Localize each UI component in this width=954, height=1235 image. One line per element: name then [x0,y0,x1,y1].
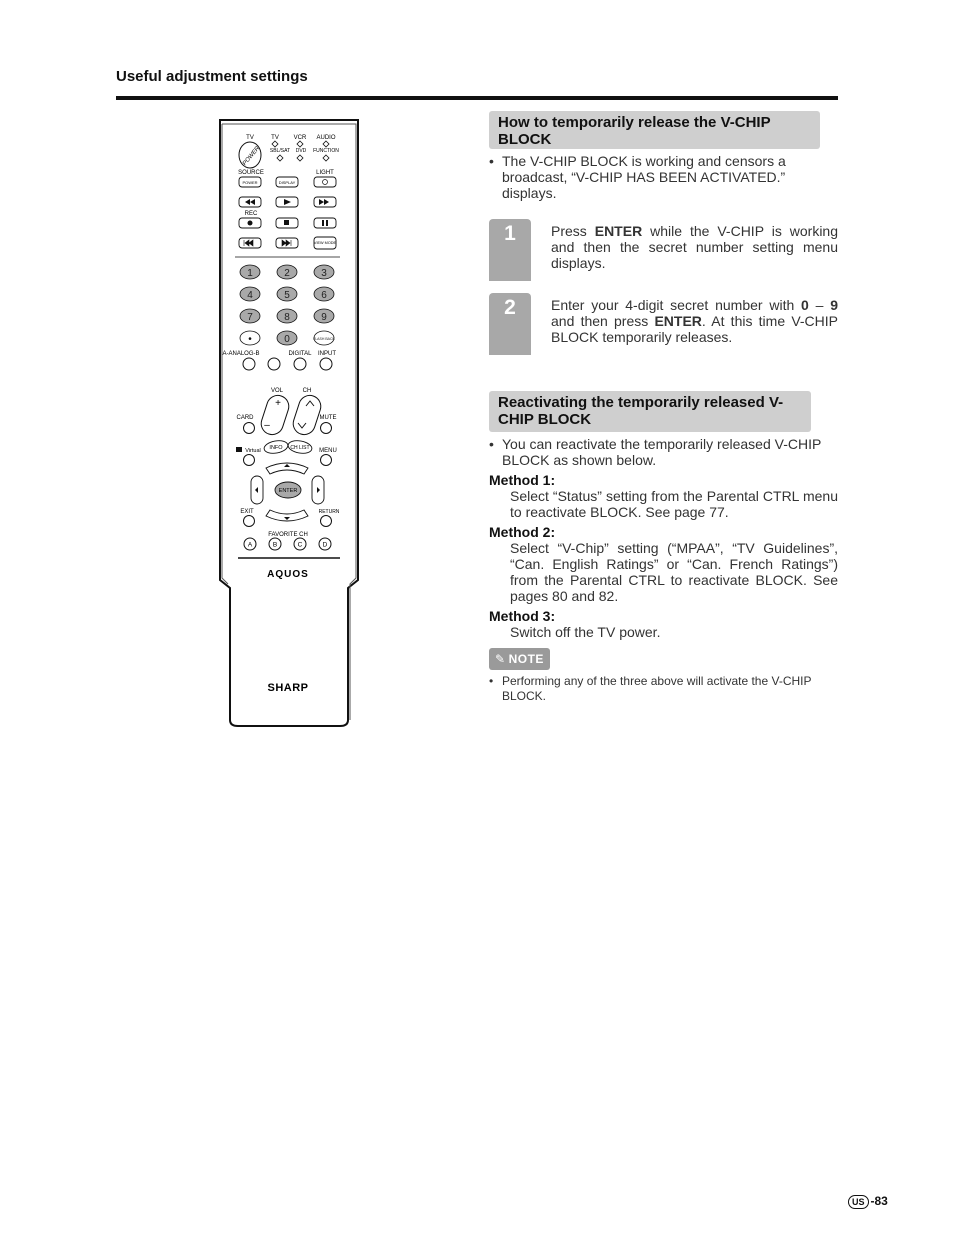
dolby-icon [236,447,242,452]
svg-text:+: + [275,398,281,409]
virtual-label: Virtual [245,448,261,454]
aquos-logo: AQUOS [267,569,309,580]
svg-text:–: – [264,420,270,431]
step-2-text: Enter your 4-digit secret number with 0 – 9 and then press ENTER. At this time V-CHIP BLOCK temporarily releases. [551,297,838,345]
section-title: Useful adjustment settings [116,68,308,85]
step-2 [489,293,838,355]
method-2-label: Method 2: [489,524,556,540]
card-label: CARD [236,415,254,421]
power-label: POWER [241,145,262,167]
digit-0: 0 [284,334,290,345]
input-label: INPUT [318,351,336,357]
sub-mode-dvd: DVD [295,148,307,154]
analog-label: A-ANALOG-B [222,351,260,357]
digit-6: 6 [321,290,327,301]
display-label: DISPLAY [278,180,296,185]
content-column [489,111,838,704]
sharp-logo: SHARP [267,682,309,694]
exit-label: EXIT [240,509,254,515]
remote-svg [200,110,380,730]
view-mode-label: VIEW MODE [313,241,337,245]
ch-list-label: CH LIST [290,445,310,451]
mode-label-vcr: VCR [293,135,307,141]
pencil-icon: ✎ [495,652,506,666]
mode-label-audio: AUDIO [316,135,336,141]
digit-2: 2 [284,268,290,279]
power-small-label: POWER [242,180,258,185]
remote-illustration [200,110,380,730]
mode-label-tv: TV [246,135,254,141]
favorite-d: D [322,541,328,549]
region-badge: US [848,1195,869,1209]
rec-label: REC [244,211,258,217]
note-item: • Performing any of the three above will activate the V-CHIP BLOCK. [489,674,838,704]
digit-1: 1 [247,268,253,279]
method-2-text: Select “V-Chip” setting (“MPAA”, “TV Guidelines”, “Can. English Ratings” or “Can. French Ratings”) from the Parental CTRL to reactivate BLOCK. See pages 80 and 82. [510,540,838,604]
method-1-label: Method 1: [489,472,556,488]
vol-label: VOL [270,388,284,394]
remote-body [220,120,358,726]
note-badge: ✎ NOTE [489,648,550,670]
enter-label: ENTER [278,488,298,494]
favorite-label: FAVORITE CH [268,532,308,538]
section2-bullet: • You can reactivate the temporarily released V-CHIP BLOCK as shown below. [489,436,838,468]
pause-icon [314,218,336,228]
light-icon [314,177,336,187]
method-3-text: Switch off the TV power. [510,624,661,640]
menu-label: MENU [319,448,337,454]
digital-label: DIGITAL [288,351,312,357]
digit-8: 8 [284,312,290,323]
digit-4: 4 [247,290,253,301]
step-1 [489,219,838,281]
light-label: LIGHT [316,170,334,176]
step-1-number: 1 [489,219,531,267]
favorite-b: B [272,541,278,549]
mode-label-tv2: TV [271,135,279,141]
favorite-c: C [297,541,303,549]
section1-bullet: • The V-CHIP BLOCK is working and censors a broadcast, “V-CHIP HAS BEEN ACTIVATED.” displays. [489,153,838,201]
sub-mode-sbl: SBL/SAT [269,148,291,154]
info-label: INFO [269,445,283,451]
digit-3: 3 [321,268,327,279]
header-rule [116,96,838,100]
method-1-text: Select “Status” setting from the Parental CTRL menu to reactivate BLOCK. See page 77. [510,488,838,520]
digit-9: 9 [321,312,327,323]
sub-mode-function: FUNCTION [313,148,339,154]
digit-5: 5 [284,290,290,301]
return-label: RETURN [318,509,340,515]
flashback-label: FLASH BACK [313,337,335,341]
digit-dot: • [248,334,252,345]
step-1-text: Press ENTER while the V-CHIP is working and then the secret number setting menu displays. [551,223,838,271]
favorite-a: A [247,541,253,549]
ch-label: CH [302,388,312,394]
mute-label: MUTE [319,415,337,421]
method-3-label: Method 3: [489,608,556,624]
step-2-number: 2 [489,293,531,341]
digit-7: 7 [247,312,253,323]
page-number: US -83 [848,1194,888,1209]
section1-heading: How to temporarily release the V-CHIP BLOCK [489,111,820,149]
source-label: SOURCE [238,170,264,176]
section2-heading: Reactivating the temporarily released V-CHIP BLOCK [489,391,811,432]
